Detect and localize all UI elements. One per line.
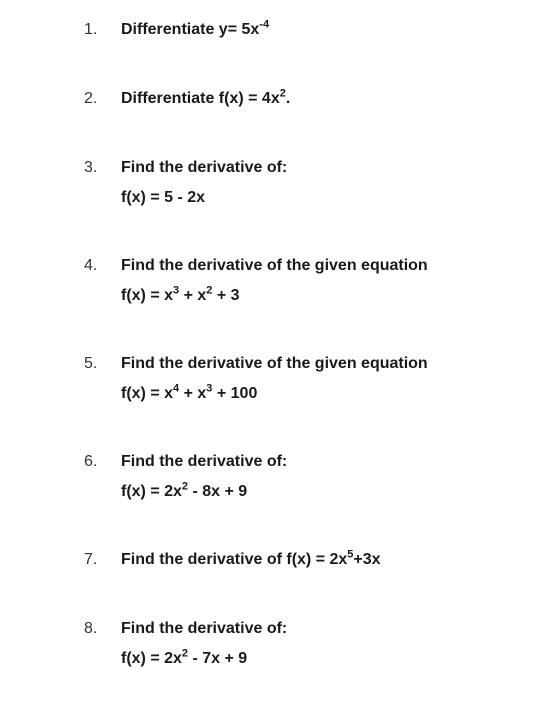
question-1 [84, 17, 514, 43]
expression-part: f(x) = 2x [121, 483, 182, 500]
question-expression [121, 646, 514, 672]
exponent: 5 [347, 548, 354, 561]
expression-part: f(x) = x [121, 287, 174, 304]
expression-part: + x [179, 287, 207, 304]
question-text: Find the derivative of: [121, 620, 288, 637]
question-number: 6. [84, 453, 98, 470]
exponent: 4 [173, 382, 180, 395]
question-expression [121, 381, 514, 407]
question-7 [84, 547, 514, 573]
question-number: 4. [84, 257, 98, 274]
question-number: 1. [84, 21, 98, 38]
question-line [84, 155, 514, 181]
question-line [84, 351, 514, 377]
question-text-main: Find the derivative of f(x) = 2x [121, 551, 348, 568]
expression-part: - 8x + 9 [188, 483, 248, 500]
question-expression [121, 185, 514, 211]
exponent: -4 [259, 18, 270, 31]
exponent: 3 [173, 284, 180, 297]
question-text-tail: . [285, 90, 291, 107]
question-line [84, 253, 514, 279]
question-text [121, 86, 290, 112]
question-line [84, 616, 514, 642]
question-line [84, 17, 514, 43]
question-line [84, 449, 514, 475]
expression-part: - 7x + 9 [188, 650, 248, 667]
question-text: Find the derivative of the given equation [121, 355, 428, 372]
question-4 [84, 253, 514, 309]
question-text [121, 547, 381, 573]
expression-part: f(x) = 5 - 2x [121, 189, 206, 206]
question-number: 8. [84, 620, 98, 637]
question-expression [121, 479, 514, 505]
question-number: 2. [84, 90, 98, 107]
question-text: Find the derivative of the given equation [121, 257, 428, 274]
question-text-main: Differentiate y= 5x [121, 21, 260, 38]
question-text: Find the derivative of: [121, 159, 288, 176]
page-margin [0, 0, 8, 703]
question-6 [84, 449, 514, 505]
question-number: 7. [84, 551, 98, 568]
expression-part: + 3 [212, 287, 240, 304]
question-expression [121, 283, 514, 309]
exponent: 2 [206, 284, 213, 297]
exponent: 2 [181, 480, 189, 493]
question-text-tail: +3x [353, 551, 381, 568]
question-number: 3. [84, 159, 98, 176]
question-number: 5. [84, 355, 98, 372]
question-3 [84, 155, 514, 211]
expression-part: f(x) = 2x [121, 650, 182, 667]
question-5 [84, 351, 514, 407]
expression-part: + 100 [212, 385, 258, 402]
expression-part: + x [179, 385, 207, 402]
expression-part: f(x) = x [121, 385, 174, 402]
question-text-main: Differentiate f(x) = 4x [121, 90, 280, 107]
question-8 [84, 616, 514, 672]
question-text: Find the derivative of: [121, 453, 288, 470]
question-2 [84, 86, 514, 112]
exponent: 2 [181, 647, 189, 660]
exponent: 2 [279, 87, 286, 100]
exponent: 3 [206, 382, 213, 395]
question-text [121, 17, 269, 43]
question-line [84, 86, 514, 112]
question-line [84, 547, 514, 573]
